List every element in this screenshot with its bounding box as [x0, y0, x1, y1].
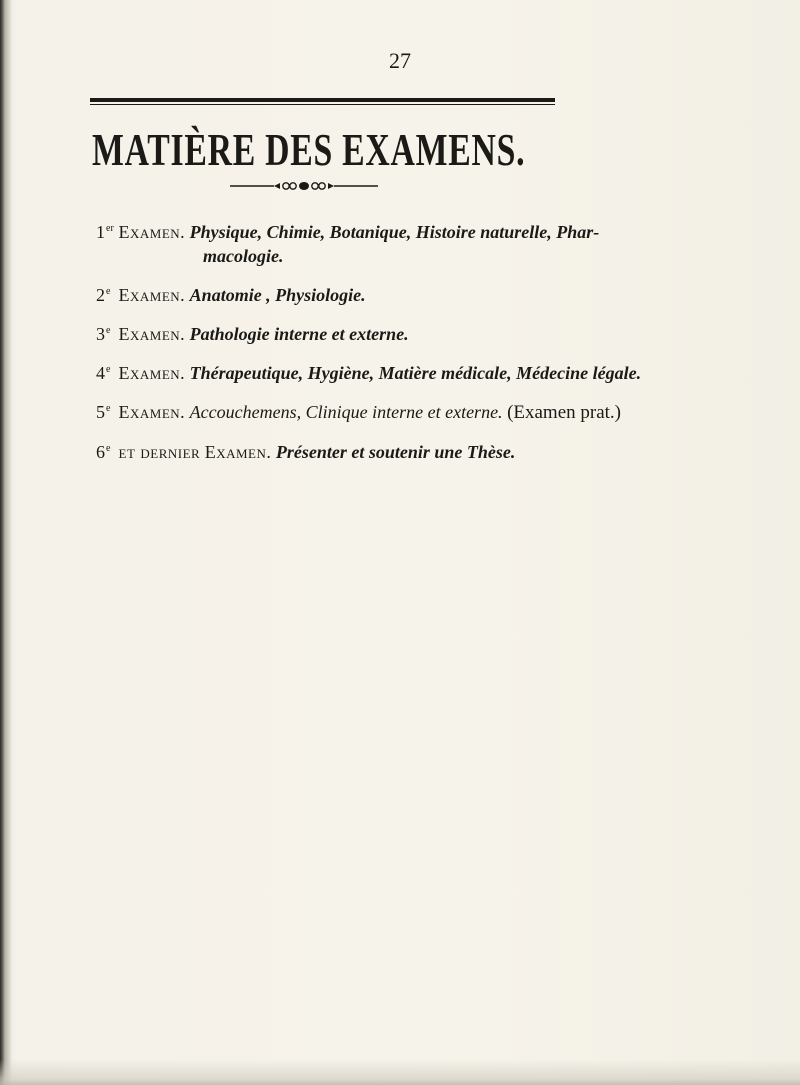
exam-subjects: Anatomie , Physiologie.: [189, 285, 366, 305]
exam-number: 1er: [96, 222, 114, 242]
exam-subjects: Présenter et soutenir une Thèse.: [275, 442, 516, 462]
page-number: 27: [389, 48, 411, 73]
exam-prefix: et dernier: [118, 442, 201, 462]
exam-note: (Examen prat.): [507, 402, 622, 423]
header-rule-thick: [90, 98, 555, 102]
exam-subjects: Physique, Chimie, Botanique, Histoire naturelle, Phar-: [189, 222, 600, 242]
exam-label: Examen.: [204, 442, 272, 462]
exam-entry-3: [96, 320, 736, 345]
exam-number: 3e: [96, 324, 111, 344]
exam-label: Examen.: [118, 324, 186, 344]
exam-entry-6: [96, 438, 736, 463]
exam-label: Examen.: [118, 402, 186, 422]
book-gutter-shadow: [0, 0, 12, 1085]
exam-number: 2e: [96, 285, 111, 305]
exam-number: 6e: [96, 442, 111, 462]
exam-number: 4e: [96, 363, 111, 383]
exam-entry-5: [96, 398, 736, 424]
exam-label: Examen.: [118, 363, 186, 383]
exam-subjects: Accouchemens, Clinique interne et externe.: [189, 402, 503, 422]
page-bottom-shadow: [0, 1059, 800, 1085]
exam-label: Examen.: [118, 222, 186, 242]
exam-list: [96, 218, 736, 477]
exam-label: Examen.: [118, 285, 186, 305]
exam-entry-2: [96, 281, 736, 306]
exam-subjects: Thérapeutique, Hygiène, Matière médicale, Médecine légale.: [189, 363, 642, 383]
exam-subjects: Pathologie interne et externe.: [189, 324, 409, 344]
exam-entry-4: [96, 359, 736, 384]
exam-entry-1: [96, 218, 736, 267]
header-rule-thin: [90, 104, 555, 105]
exam-number: 5e: [96, 402, 111, 422]
ornament-divider-icon: [230, 180, 378, 192]
page-title: MATIÈRE DES EXAMENS.: [92, 124, 526, 175]
exam-subjects-continuation: macologie.: [203, 246, 284, 266]
